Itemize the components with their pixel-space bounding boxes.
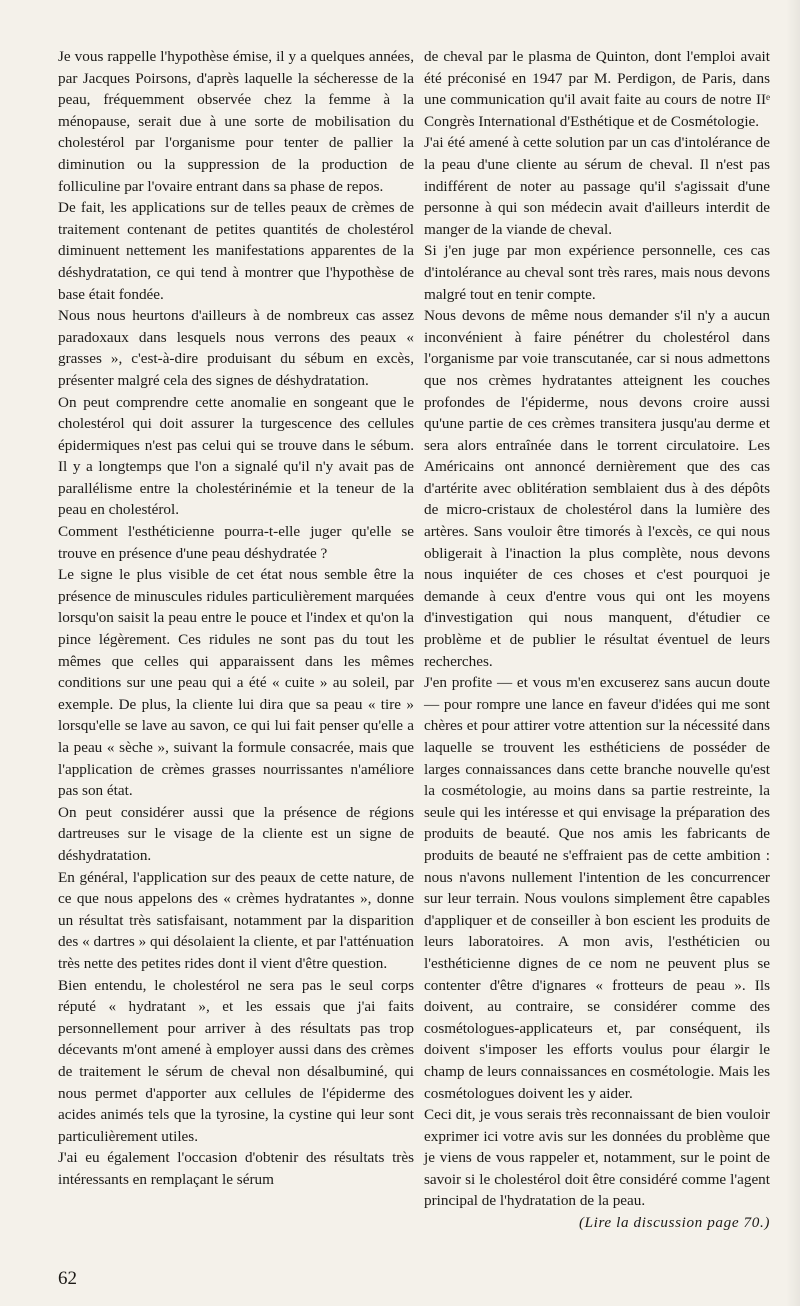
- paragraph: Si j'en juge par mon expérience personnelle, ces cas d'intolérance au cheval sont très rares, mais nous devons malgré tout en tenir compte.: [424, 242, 770, 303]
- paragraph: J'ai eu également l'occasion d'obtenir des résultats très intéressants en remplaçant le sérum: [58, 1149, 414, 1188]
- paragraph: Nous nous heurtons d'ailleurs à de nombreux cas assez paradoxaux dans lesquels nous verrons des peaux « grasses », c'est-à-dire produisant du sébum en excès, présenter malgré cela des signes de déshydratation.: [58, 307, 414, 389]
- right-text-column: [424, 46, 770, 1234]
- page-number: 62: [58, 1268, 77, 1289]
- paragraph: Comment l'esthéticienne pourra-t-elle juger qu'elle se trouve en présence d'une peau déshydratée ?: [58, 523, 414, 562]
- paragraph: Le signe le plus visible de cet état nous semble être la présence de minuscules ridules particulièrement marquées lorsqu'on saisit la peau entre le pouce et l'index et qu'on la pince légèrement. Ces ridules ne sont pas du tout les mêmes que celles qui apparaissent dans les mêmes conditions sur une peau qui a été « cuite » au soleil, par exemple. De plus, la cliente lui dira que sa peau « tire » lorsqu'elle se lave au savon, ce qui lui fait penser qu'elle a la peau « sèche », suivant la formule consacrée, mais que l'application de crèmes grasses nourrissantes n'améliore pas son état.: [58, 566, 414, 800]
- left-text-column: [58, 46, 414, 1190]
- paragraph: J'ai été amené à cette solution par un cas d'intolérance de la peau d'une cliente au sérum de cheval. Il n'est pas indifférent de noter au passage qu'il s'agissait d'une personne à qui son médecin avait d'ailleurs interdit de manger de la viande de cheval.: [424, 134, 770, 238]
- paragraph: Je vous rappelle l'hypothèse émise, il y a quelques années, par Jacques Poirsons, d'après laquelle la sécheresse de la peau, fréquemment observée chez la femme à la ménopause, serait due à une sorte de mobilisation du cholestérol par l'organisme pour tenter de pallier la diminution ou la suppression de la production de folliculine par l'ovaire entrant dans sa phase de repos.: [58, 48, 414, 195]
- paragraph: On peut considérer aussi que la présence de régions dartreuses sur le visage de la cliente est un signe de déshydratation.: [58, 803, 414, 864]
- continuation-note: (Lire la discussion page 70.): [578, 1214, 770, 1232]
- page-edge-shadow: [786, 0, 800, 1306]
- paragraph: De fait, les applications sur de telles peaux de crèmes de traitement contenant de petites quantités de cholestérol diminuent nettement les manifestations apparentes de la déshydratation, ce qui tend à montrer que l'hypothèse de base était fondée.: [58, 199, 414, 303]
- paragraph: J'en profite — et vous m'en excuserez sans aucun doute — pour rompre une lance en faveur d'idées qui me sont chères et pour attirer votre attention sur la nécessité dans laquelle se trouvent les esthéticiens de posséder de larges connaissances dans cette branche nouvelle qu'est la cosmétologie, au moins dans sa partie restreinte, la seule qui les intéresse et qui envisage la préparation des produits de beauté. Que nos amis les fabricants de produits de beauté ne s'effraient pas de cette ambition : nous n'avons nullement l'intention de les concurrencer sur leur terrain. Nous voulons simplement être capables d'appliquer et de conseiller à bon escient les produits de leurs laboratoires. A mon avis, l'esthéticien ou l'esthéticienne dignes de ce nom ne peuvent plus se contenter d'être d'ignares « frotteurs de peau ». Ils doivent, au contraire, se considérer comme des cosmétologues-applicateurs et, par conséquent, ils doivent s'imposer les efforts voulus pour élargir le champ de leurs connaissances en cosmétologie. Mais les cosmétologues doivent les y aider.: [424, 674, 770, 1102]
- paragraph: de cheval par le plasma de Quinton, dont l'emploi avait été préconisé en 1947 par M. Perdigon, de Paris, dans une communication qu'il avait faite au cours de notre IIᵉ Congrès International d'Esthétique et de Cosmétologie.: [424, 48, 770, 130]
- paragraph: Nous devons de même nous demander s'il n'y a aucun inconvénient à faire pénétrer du cholestérol dans l'organisme par voie transcutanée, car si nous admettons que nos crèmes hydratantes atteignent les couches profondes de l'épiderme, nous devons croire aussi qu'une partie de ces crèmes transitera jusqu'au derme et sera alors entraînée dans le torrent circulatoire. Les Américains ont annoncé dernièrement que des cas d'artérite avec oblitération semblaient dus à des dépôts de micro-cristaux de cholestérol dans la lumière des artères. Sans vouloir être timorés à l'excès, ce qui nous obligerait à l'inaction la plus complète, nous devons nous inquiéter de ces choses et c'est pourquoi je demande à ceux d'entre vous qui ont les moyens d'investigation qui nous manquent, d'étudier ce problème et de publier le résultat éventuel de leurs recherches.: [424, 307, 770, 670]
- paragraph: On peut comprendre cette anomalie en songeant que le cholestérol qui doit assurer la turgescence des cellules épidermiques n'est pas celui qui se trouve dans le sébum. Il y a longtemps que l'on a signalé qu'il n'y avait pas de parallélisme entre la cholestérinémie et la teneur de la peau en cholestérol.: [58, 393, 414, 519]
- paragraph: Ceci dit, je vous serais très reconnaissant de bien vouloir exprimer ici votre avis sur les données du problème que je viens de vous rappeler et, notamment, sur le point de savoir si le cholestérol doit être considéré comme l'agent principal de l'hydratation de la peau.: [424, 1106, 770, 1210]
- paragraph: Bien entendu, le cholestérol ne sera pas le seul corps réputé « hydratant », et les essais que j'ai faits personnellement pour arriver à des résultats pas trop décevants m'ont amené à employer aussi dans des crèmes de traitement le sérum de cheval non désalbuminé, qui nous permet d'apporter aux cellules de l'épiderme des acides animés tels que la tyrosine, la cystine qui leur sont particulièrement utiles.: [58, 976, 414, 1145]
- paragraph: En général, l'application sur des peaux de cette nature, de ce que nous appelons des « crèmes hydratantes », donne un résultat très satisfaisant, notamment par la disparition des « dartres » qui désolaient la cliente, et par l'atténuation très nette des petites rides dont il vient d'être question.: [58, 868, 414, 972]
